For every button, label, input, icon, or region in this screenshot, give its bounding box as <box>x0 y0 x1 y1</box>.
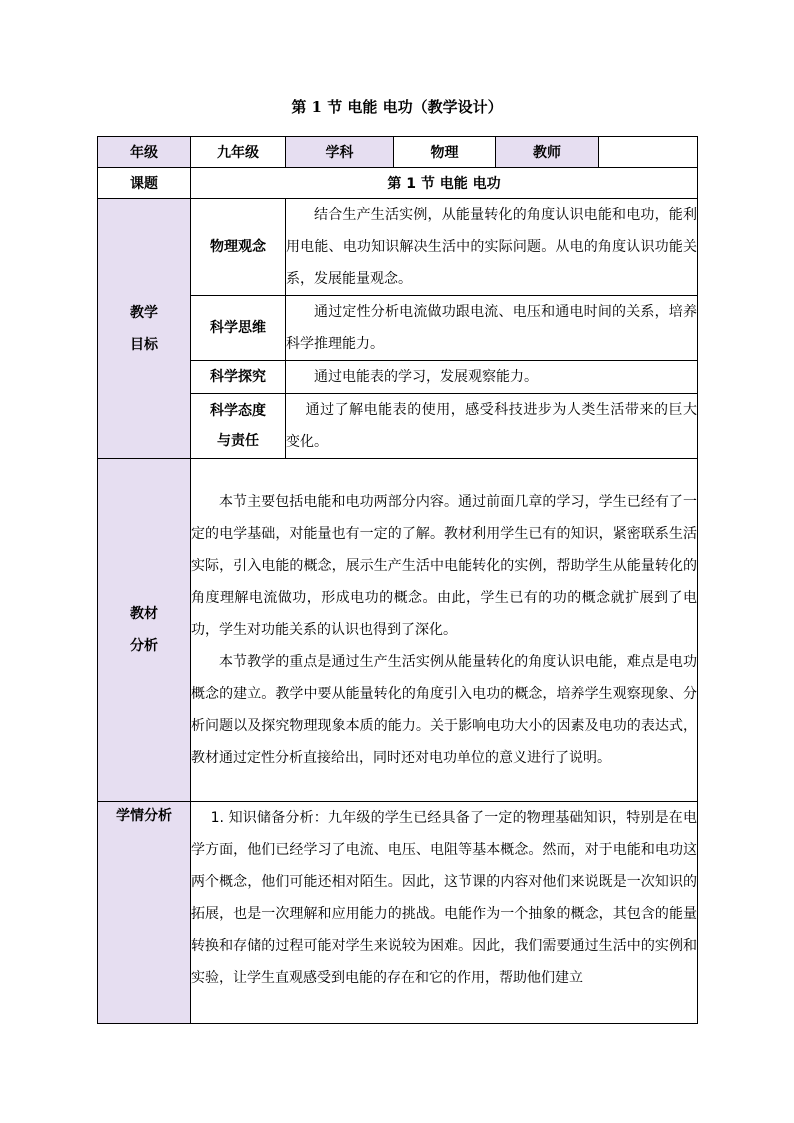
lesson-plan-table <box>97 136 698 1024</box>
objective-name <box>191 394 286 459</box>
subject-value: 物理 <box>394 137 496 168</box>
objective-name-line1: 科学态度 <box>210 403 266 419</box>
objective-text <box>286 296 698 361</box>
objective-name <box>191 361 286 394</box>
header-row <box>98 137 698 168</box>
student-analysis-row <box>98 802 698 1024</box>
objective-paragraph: 通过电能表的学习，发展观察能力。 <box>314 369 538 385</box>
material-analysis-text <box>191 459 698 802</box>
objective-name <box>191 199 286 296</box>
teacher-value <box>599 137 698 168</box>
objective-paragraph: 通过了解电能表的使用，感受科技进步为人类生活带来的巨大变化。 <box>286 402 697 450</box>
topic-row <box>98 168 698 199</box>
material-label-line1: 教材 <box>130 606 158 622</box>
material-label-line2: 分析 <box>130 638 158 654</box>
student-analysis-text <box>191 802 698 1024</box>
objective-text <box>286 394 698 459</box>
material-analysis-row <box>98 459 698 802</box>
student-analysis-label: 学情分析 <box>98 802 191 1024</box>
objective-name-line1: 科学思维 <box>210 320 266 336</box>
objective-row <box>98 199 698 296</box>
subject-label: 学科 <box>286 137 394 168</box>
objective-paragraph: 通过定性分析电流做功跟电流、电压和通电时间的关系，培养科学推理能力。 <box>286 304 697 352</box>
objectives-label-line1: 教学 <box>130 304 158 321</box>
material-analysis-label <box>98 459 191 802</box>
material-paragraph: 本节教学的重点是通过生产生活实例从能量转化的角度认识电能，难点是电功概念的建立。教学中要从能量转化的角度引入电功的概念，培养学生观察现象、分析问题以及探究物理现象本质的能力。关于影响电功大小的因素及电功的表达式，教材通过定性分析直接给出，同时还对电功单位的意义进行了说明。 <box>191 654 697 766</box>
objective-name-line1: 物理观念 <box>210 239 266 255</box>
material-paragraph: 本节主要包括电能和电功两部分内容。通过前面几章的学习，学生已经有了一定的电学基础，对能量也有一定的了解。教材利用学生已有的知识，紧密联系生活实际，引入电能的概念，展示生产生活中电能转化的实例，帮助学生从能量转化的角度理解电流做功，形成电功的概念。由此，学生已有的功的概念就扩展到了电功，学生对功能关系的认识也得到了深化。 <box>191 494 697 638</box>
student-paragraph: 1. 知识储备分析：九年级的学生已经具备了一定的物理基础知识，特别是在电学方面，他们已经学习了电流、电压、电阻等基本概念。然而，对于电能和电功这两个概念，他们可能还相对陌生。因此，这节课的内容对他们来说既是一次知识的拓展，也是一次理解和应用能力的挑战。电能作为一个抽象的概念，其包含的能量转换和存储的过程可能对学生来说较为困难。因此，我们需要通过生活中的实例和实验，让学生直观感受到电能的存在和它的作用，帮助他们建立 <box>191 810 697 986</box>
objective-name <box>191 296 286 361</box>
objective-text <box>286 361 698 394</box>
topic-value: 第 1 节 电能 电功 <box>191 168 698 199</box>
grade-label: 年级 <box>98 137 191 168</box>
objective-name-line2: 与责任 <box>217 433 259 449</box>
objective-name-line1: 科学探究 <box>210 369 266 385</box>
topic-label: 课题 <box>98 168 191 199</box>
objective-text <box>286 199 698 296</box>
document-title: 第 1 节 电能 电功（教学设计） <box>291 98 503 116</box>
objectives-label-line2: 目标 <box>130 336 158 353</box>
teacher-label: 教师 <box>496 137 599 168</box>
objectives-label <box>98 199 191 459</box>
grade-value: 九年级 <box>191 137 286 168</box>
objective-paragraph: 结合生产生活实例，从能量转化的角度认识电能和电功，能利用电能、电功知识解决生活中的实际问题。从电的角度认识功能关系，发展能量观念。 <box>286 207 697 287</box>
